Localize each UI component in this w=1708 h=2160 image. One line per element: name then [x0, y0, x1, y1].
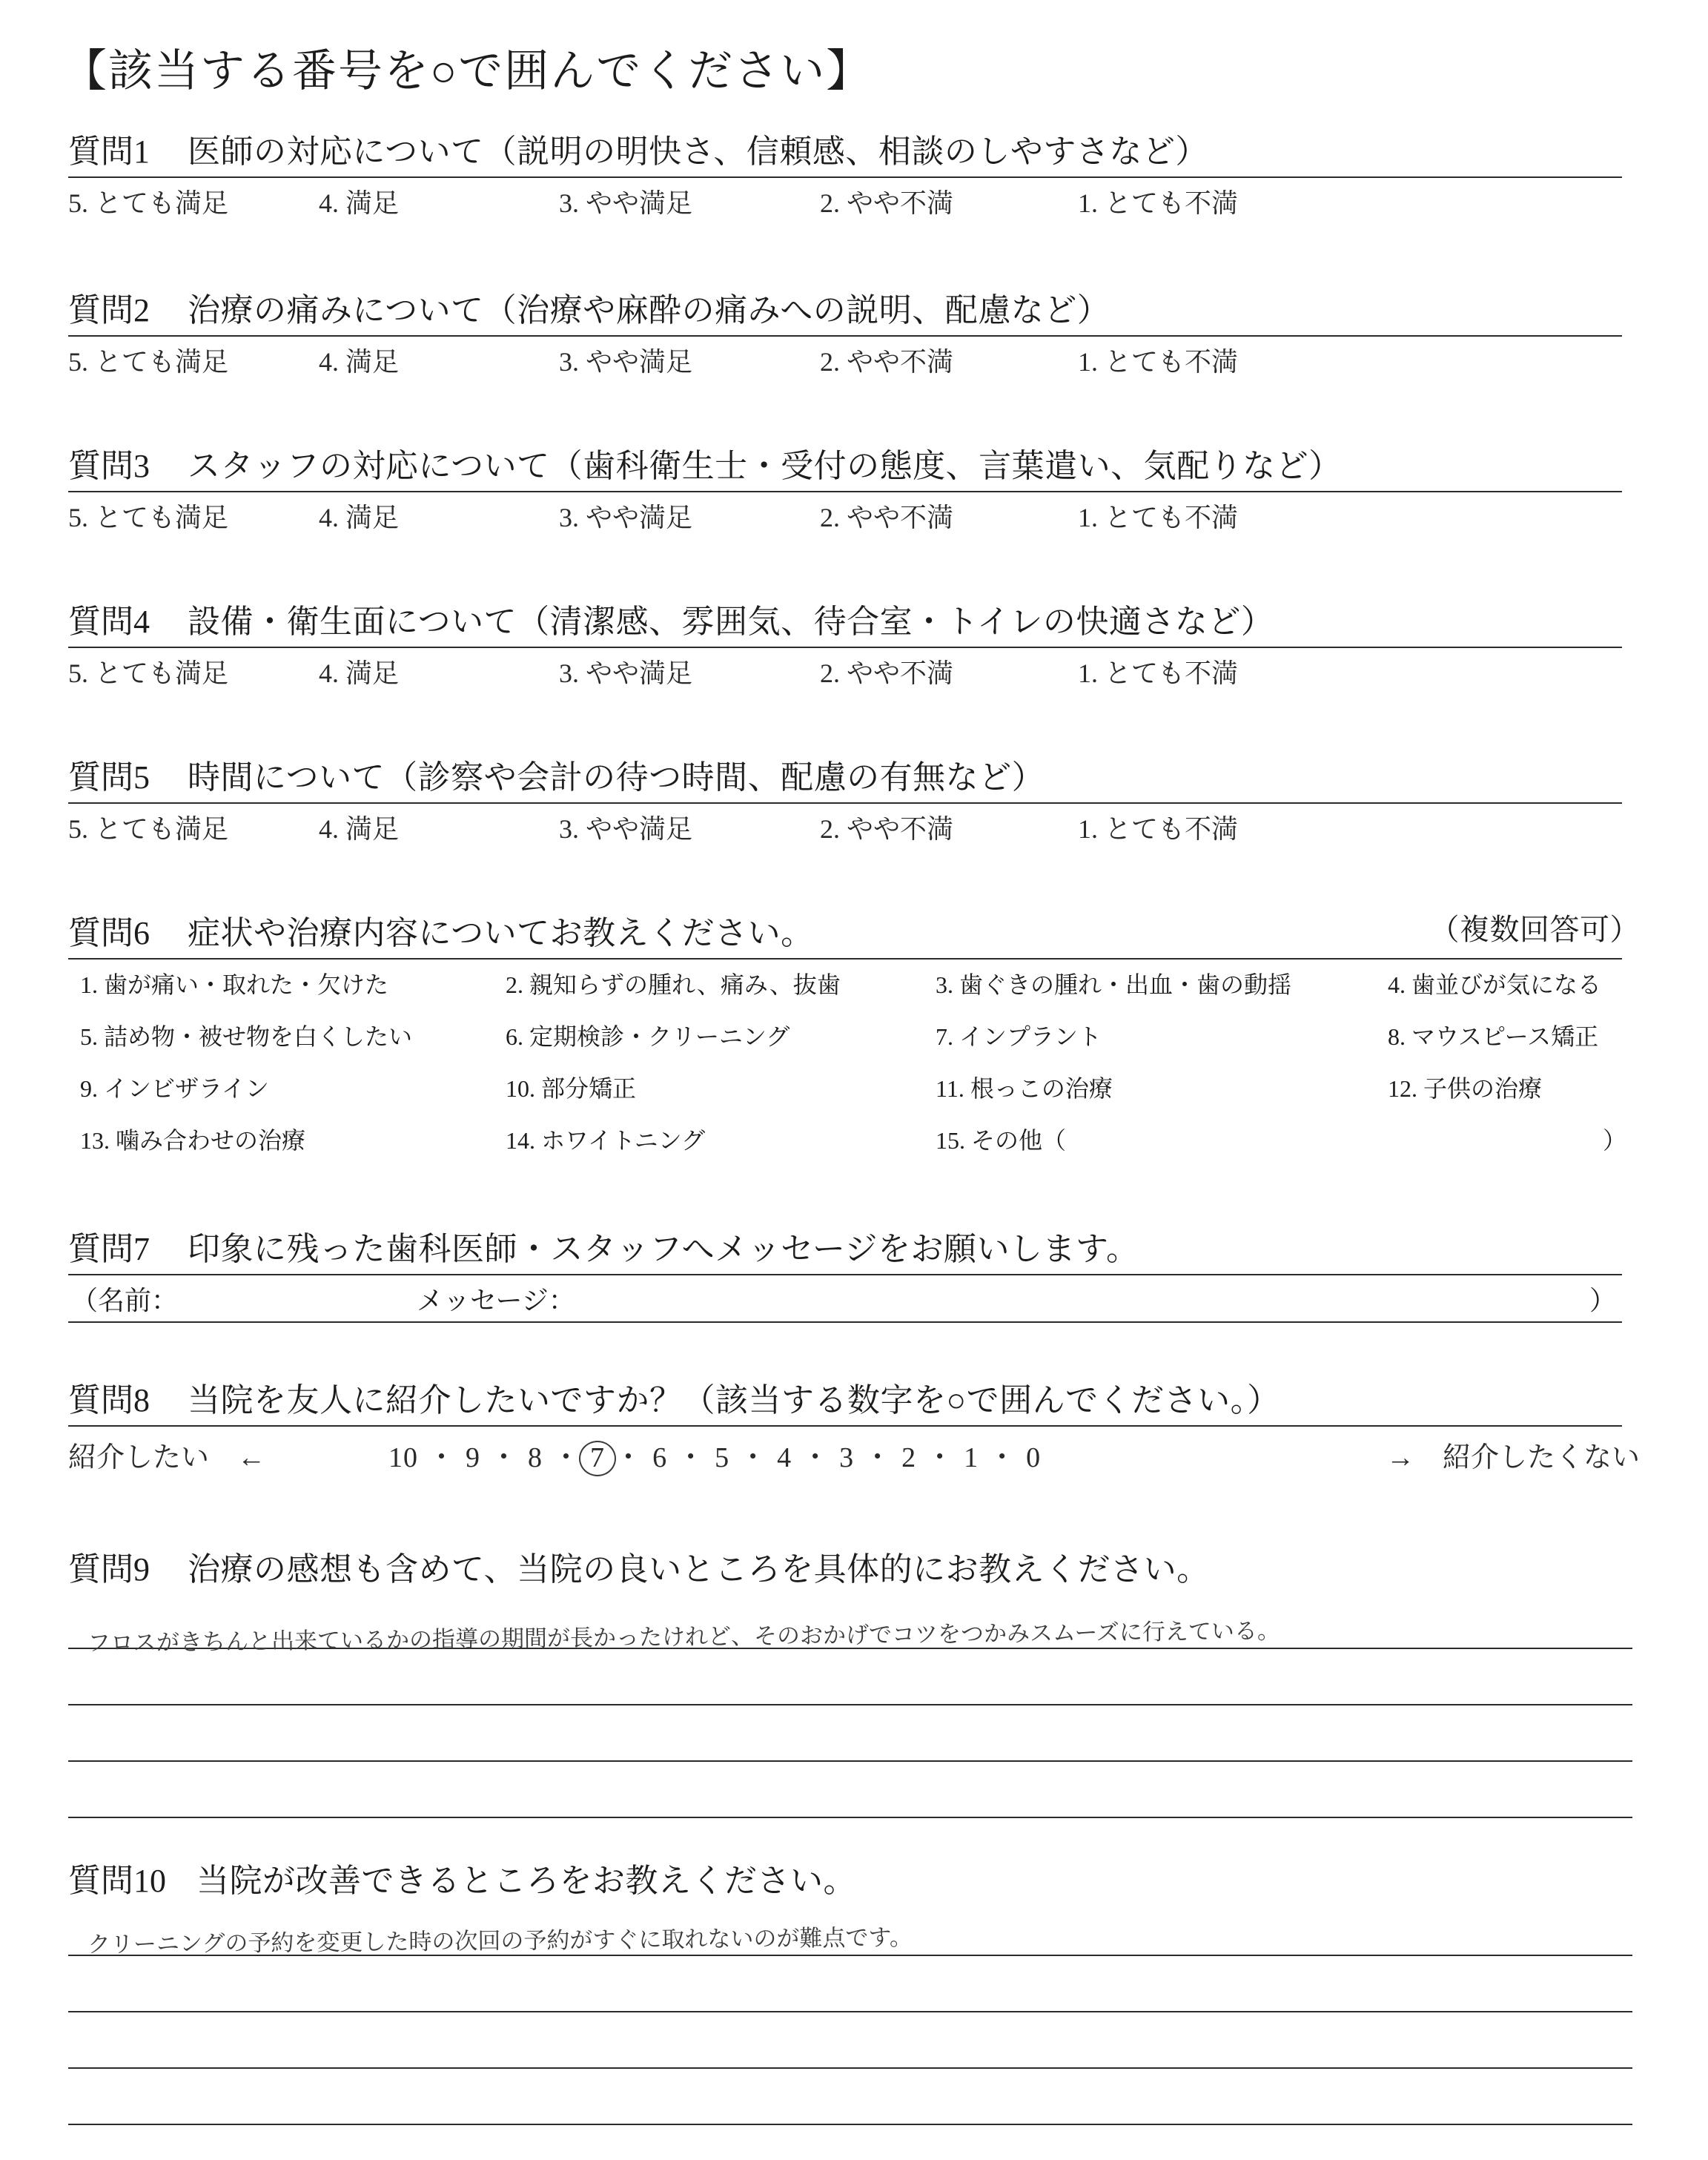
option-1-5[interactable]	[68, 182, 228, 220]
option-4-2[interactable]	[820, 653, 953, 690]
option-label: とても不満	[1105, 347, 1239, 377]
option-number: 4.	[319, 188, 339, 218]
option-label: とても満足	[95, 814, 229, 844]
option-label: やや満足	[586, 658, 693, 688]
answer-rule-line	[68, 2069, 1632, 2125]
question-heading-8	[68, 1373, 1640, 1421]
nps-sep: ・	[552, 1442, 581, 1473]
rule-line	[68, 647, 1622, 648]
option-5-2[interactable]	[820, 808, 953, 846]
question-label-7: 質問7	[68, 1231, 150, 1267]
option-2-2[interactable]	[820, 341, 953, 379]
option-2-4[interactable]	[319, 341, 399, 379]
option-number: 5.	[68, 814, 88, 844]
option-label: 満足	[345, 658, 400, 688]
option-number: 2.	[820, 814, 840, 844]
option-3-3[interactable]	[559, 497, 692, 535]
option-label: やや満足	[586, 188, 693, 218]
question-label-9: 質問9	[68, 1551, 150, 1588]
option-number: 6.	[506, 1023, 523, 1050]
option-number: 5.	[68, 188, 88, 218]
question-block-9	[68, 1542, 1640, 1590]
option-number: 1.	[1078, 658, 1098, 688]
option-number: 1.	[1078, 188, 1098, 218]
question-heading-10	[68, 1854, 1640, 1901]
question-label-3: 質問3	[68, 448, 150, 484]
question-label-6: 質問6	[68, 915, 150, 951]
option-number: 3.	[559, 658, 579, 688]
option-3-1[interactable]	[1078, 497, 1238, 535]
option-label: 満足	[345, 503, 400, 532]
option-label: とても満足	[95, 188, 229, 218]
question-text-6: 症状や治療内容についてお教えください。	[188, 915, 814, 951]
q7-answer-line[interactable]	[68, 1278, 1622, 1323]
option-number: 3.	[559, 814, 579, 844]
question-heading-3	[68, 439, 1640, 486]
options-row-4	[68, 653, 1640, 698]
answer-rule-line	[68, 2012, 1632, 2069]
option-3-2[interactable]	[820, 497, 953, 535]
q6-option-9[interactable]	[80, 1077, 269, 1100]
option-number: 7.	[936, 1023, 953, 1050]
nps-number-9[interactable]: 9	[466, 1442, 481, 1473]
q6-option-12[interactable]	[1388, 1077, 1542, 1100]
q9-handwritten-answer: フロスがきちんと出来ているかの指導の期間が長かったけれど、そのおかげでコツをつかみスムーズに行えている。	[87, 1617, 1281, 1657]
question-block-3	[68, 439, 1640, 543]
option-label: やや不満	[847, 503, 954, 532]
option-number: 4.	[319, 814, 339, 844]
option-label: 歯並びが気になる	[1411, 971, 1602, 998]
answer-rule-line	[68, 1705, 1632, 1762]
option-number: 1.	[1078, 503, 1098, 532]
rule-line	[68, 176, 1622, 178]
option-label: やや不満	[847, 658, 954, 688]
nps-number-10[interactable]: 10	[388, 1442, 418, 1473]
nps-sep: ・	[801, 1442, 830, 1473]
question-block-1	[68, 125, 1640, 228]
nps-number-7-text: 7	[590, 1442, 606, 1473]
option-5-5[interactable]	[68, 808, 228, 846]
option-number: 2.	[820, 347, 840, 377]
option-label: 満足	[345, 814, 400, 844]
rule-line	[68, 1274, 1622, 1275]
q6-option-15[interactable]	[936, 1129, 1066, 1152]
nps-sep: ・	[925, 1442, 955, 1473]
option-label: 満足	[345, 347, 400, 377]
q6-option-4[interactable]	[1388, 973, 1601, 997]
nps-number-5[interactable]: 5	[715, 1442, 730, 1473]
option-label: とても満足	[95, 347, 229, 377]
option-number: 4.	[319, 503, 339, 532]
question-text-2: 治療の痛みについて（治療や麻酔の痛みへの説明、配慮など）	[188, 292, 1110, 328]
question-heading-5	[68, 750, 1640, 798]
option-label: 部分矯正	[541, 1075, 637, 1102]
option-3-5[interactable]	[68, 497, 228, 535]
option-label: 根っこの治療	[970, 1075, 1113, 1102]
option-label: とても不満	[1105, 814, 1239, 844]
options-row-3	[68, 497, 1640, 543]
question-heading-4	[68, 595, 1640, 642]
question-heading-2	[68, 283, 1640, 331]
q6-option-5[interactable]	[80, 1025, 412, 1048]
option-number: 4.	[1388, 971, 1406, 998]
question-label-5: 質問5	[68, 759, 150, 796]
option-label: 歯が痛い・取れた・欠けた	[104, 971, 389, 998]
nps-right-label: → 紹介したくない	[1386, 1442, 1640, 1473]
option-number: 4.	[319, 347, 339, 377]
q6-option-10[interactable]	[506, 1077, 636, 1100]
q6-option-8[interactable]	[1388, 1025, 1598, 1048]
rule-line	[68, 1425, 1622, 1427]
option-number: 5.	[68, 658, 88, 688]
option-label: 親知らずの腫れ、痛み、抜歯	[529, 971, 841, 998]
q6-option-7[interactable]	[936, 1025, 1102, 1048]
nps-sep: ・	[738, 1442, 768, 1473]
option-1-3[interactable]	[559, 182, 692, 220]
option-1-2[interactable]	[820, 182, 953, 220]
option-label: とても満足	[95, 658, 229, 688]
rule-line	[68, 335, 1622, 337]
q10-handwritten-answer: クリーニングの予約を変更した時の次回の予約がすぐに取れないのが難点です。	[87, 1924, 913, 1958]
option-2-1[interactable]	[1078, 341, 1238, 379]
option-1-4[interactable]	[319, 182, 399, 220]
question-text-3: スタッフの対応について（歯科衛生士・受付の態度、言葉遣い、気配りなど）	[188, 448, 1342, 484]
nps-number-8[interactable]: 8	[528, 1442, 543, 1473]
option-number: 1.	[80, 971, 98, 998]
question-label-1: 質問1	[68, 133, 150, 170]
option-label: やや不満	[847, 347, 954, 377]
q7-message-label: メッセージ：	[417, 1286, 575, 1315]
option-4-5[interactable]	[68, 653, 228, 690]
option-1-1[interactable]	[1078, 182, 1238, 220]
option-number: 3.	[559, 503, 579, 532]
options-row-1	[68, 182, 1640, 228]
question-block-4	[68, 595, 1640, 698]
option-number: 8.	[1388, 1023, 1406, 1050]
question-heading-7	[68, 1222, 1640, 1269]
q6-row	[68, 1121, 1640, 1173]
question-label-8: 質問8	[68, 1382, 150, 1418]
q7-name-label: （名前：	[71, 1286, 179, 1315]
question-text-7: 印象に残った歯科医師・スタッフへメッセージをお願いします。	[188, 1231, 1139, 1267]
question-text-1: 医師の対応について（説明の明快さ、信頼感、相談のしやすさなど）	[188, 133, 1208, 170]
option-label: 定期検診・クリーニング	[529, 1023, 790, 1050]
q6-options-grid	[68, 965, 1640, 1173]
question-heading-1	[68, 125, 1640, 172]
option-2-5[interactable]	[68, 341, 228, 379]
option-label: とても不満	[1105, 188, 1239, 218]
answer-rule-line	[68, 1956, 1632, 2012]
multiple-answer-note: （複数回答可）	[1429, 913, 1640, 946]
option-number: 3.	[936, 971, 953, 998]
question-heading-6	[68, 906, 1640, 954]
page-title: 【該当する番号を○で囲んでください】	[62, 47, 873, 96]
option-label: やや満足	[586, 814, 693, 844]
option-number: 11.	[936, 1075, 964, 1102]
nps-scale	[68, 1431, 1640, 1479]
options-row-2	[68, 341, 1640, 387]
option-label: 詰め物・被せ物を白くしたい	[104, 1023, 413, 1050]
q6-option-14[interactable]	[506, 1129, 705, 1152]
option-number: 14.	[506, 1127, 535, 1154]
q6-row	[68, 1017, 1640, 1069]
question-block-7	[68, 1222, 1640, 1323]
option-label: 噛み合わせの治療	[116, 1127, 306, 1154]
question-text-9: 治療の感想も含めて、当院の良いところを具体的にお教えください。	[188, 1551, 1210, 1588]
option-label: とても不満	[1105, 658, 1239, 688]
option-number: 5.	[68, 503, 88, 532]
option-number: 13.	[80, 1127, 110, 1154]
q6-option-6[interactable]	[506, 1025, 790, 1048]
question-block-2	[68, 283, 1640, 387]
option-number: 2.	[820, 658, 840, 688]
option-number: 2.	[506, 971, 523, 998]
nps-number-6[interactable]: 6	[652, 1442, 668, 1473]
option-number: 2.	[820, 503, 840, 532]
nps-number-2[interactable]: 2	[901, 1442, 917, 1473]
question-label-10: 質問10	[68, 1863, 166, 1899]
option-number: 5.	[80, 1023, 98, 1050]
rule-line	[68, 802, 1622, 804]
option-number: 1.	[1078, 814, 1098, 844]
option-label: 満足	[345, 188, 400, 218]
option-number: 9.	[80, 1075, 98, 1102]
option-label: マウスピース矯正	[1411, 1023, 1599, 1050]
nps-number-0[interactable]: 0	[1026, 1442, 1042, 1473]
option-label: インビザライン	[104, 1075, 270, 1102]
option-5-1[interactable]	[1078, 808, 1238, 846]
option-label: やや不満	[847, 188, 954, 218]
nps-left-label: 紹介したい ←	[68, 1442, 266, 1473]
nps-number-7[interactable]	[589, 1441, 606, 1474]
option-4-4[interactable]	[319, 653, 399, 690]
nps-number-1[interactable]: 1	[964, 1442, 979, 1473]
option-label: 子供の治療	[1423, 1075, 1543, 1102]
question-heading-9	[68, 1542, 1640, 1590]
nps-sep: ・	[863, 1442, 893, 1473]
q6-row	[68, 1069, 1640, 1121]
option-3-4[interactable]	[319, 497, 399, 535]
q6-row	[68, 965, 1640, 1017]
question-label-4: 質問4	[68, 604, 150, 640]
nps-sep: ・	[676, 1442, 706, 1473]
option-label: その他（	[971, 1127, 1067, 1154]
option-5-4[interactable]	[319, 808, 399, 846]
option-label: やや満足	[586, 347, 693, 377]
option-4-3[interactable]	[559, 653, 692, 690]
nps-number-4[interactable]: 4	[777, 1442, 792, 1473]
option-number: 10.	[506, 1075, 535, 1102]
option-number: 12.	[1388, 1075, 1417, 1102]
options-row-5	[68, 808, 1640, 854]
rule-line	[68, 958, 1622, 960]
option-label: とても不満	[1105, 503, 1239, 532]
q7-close-paren: ）	[1589, 1286, 1616, 1315]
option-number: 5.	[68, 347, 88, 377]
question-text-4: 設備・衛生面について（清潔感、雰囲気、待合室・トイレの快適さなど）	[188, 604, 1274, 640]
question-text-10: 当院が改善できるところをお教えください。	[196, 1863, 856, 1899]
option-5-3[interactable]	[559, 808, 692, 846]
q6-option-1[interactable]	[80, 973, 388, 997]
option-label: とても満足	[95, 503, 229, 532]
q6-other-close-paren: ）	[1602, 1127, 1626, 1154]
option-label: やや不満	[847, 814, 954, 844]
option-label: 歯ぐきの腫れ・出血・歯の動揺	[959, 971, 1292, 998]
q6-option-2[interactable]	[506, 973, 841, 997]
option-number: 3.	[559, 347, 579, 377]
option-2-3[interactable]	[559, 341, 692, 379]
nps-number-3[interactable]: 3	[839, 1442, 855, 1473]
nps-numbers	[387, 1434, 1042, 1475]
question-label-2: 質問2	[68, 292, 150, 328]
option-label: やや満足	[586, 503, 693, 532]
option-label: インプラント	[959, 1023, 1102, 1050]
answer-rule-line	[68, 1762, 1632, 1818]
option-number: 4.	[319, 658, 339, 688]
question-block-5	[68, 750, 1640, 854]
question-block-6	[68, 906, 1640, 1173]
nps-sep: ・	[987, 1442, 1017, 1473]
q6-option-13[interactable]	[80, 1129, 305, 1152]
question-text-8: 当院を友人に紹介したいですか？（該当する数字を○で囲んでください。）	[188, 1382, 1280, 1418]
option-number: 3.	[559, 188, 579, 218]
question-text-5: 時間について（診察や会計の待つ時間、配慮の有無など）	[188, 759, 1045, 796]
q6-option-11[interactable]	[936, 1077, 1113, 1100]
answer-rule-line	[68, 1649, 1632, 1705]
option-number: 2.	[820, 188, 840, 218]
q6-option-3[interactable]	[936, 973, 1291, 997]
nps-sep: ・	[427, 1442, 457, 1473]
option-4-1[interactable]	[1078, 653, 1238, 690]
option-number: 1.	[1078, 347, 1098, 377]
question-block-10	[68, 1854, 1640, 1901]
rule-line	[68, 491, 1622, 492]
nps-sep: ・	[489, 1442, 519, 1473]
nps-sep: ・	[614, 1442, 643, 1473]
option-number: 15.	[936, 1127, 965, 1154]
option-label: ホワイトニング	[541, 1127, 706, 1154]
question-block-8	[68, 1373, 1640, 1479]
